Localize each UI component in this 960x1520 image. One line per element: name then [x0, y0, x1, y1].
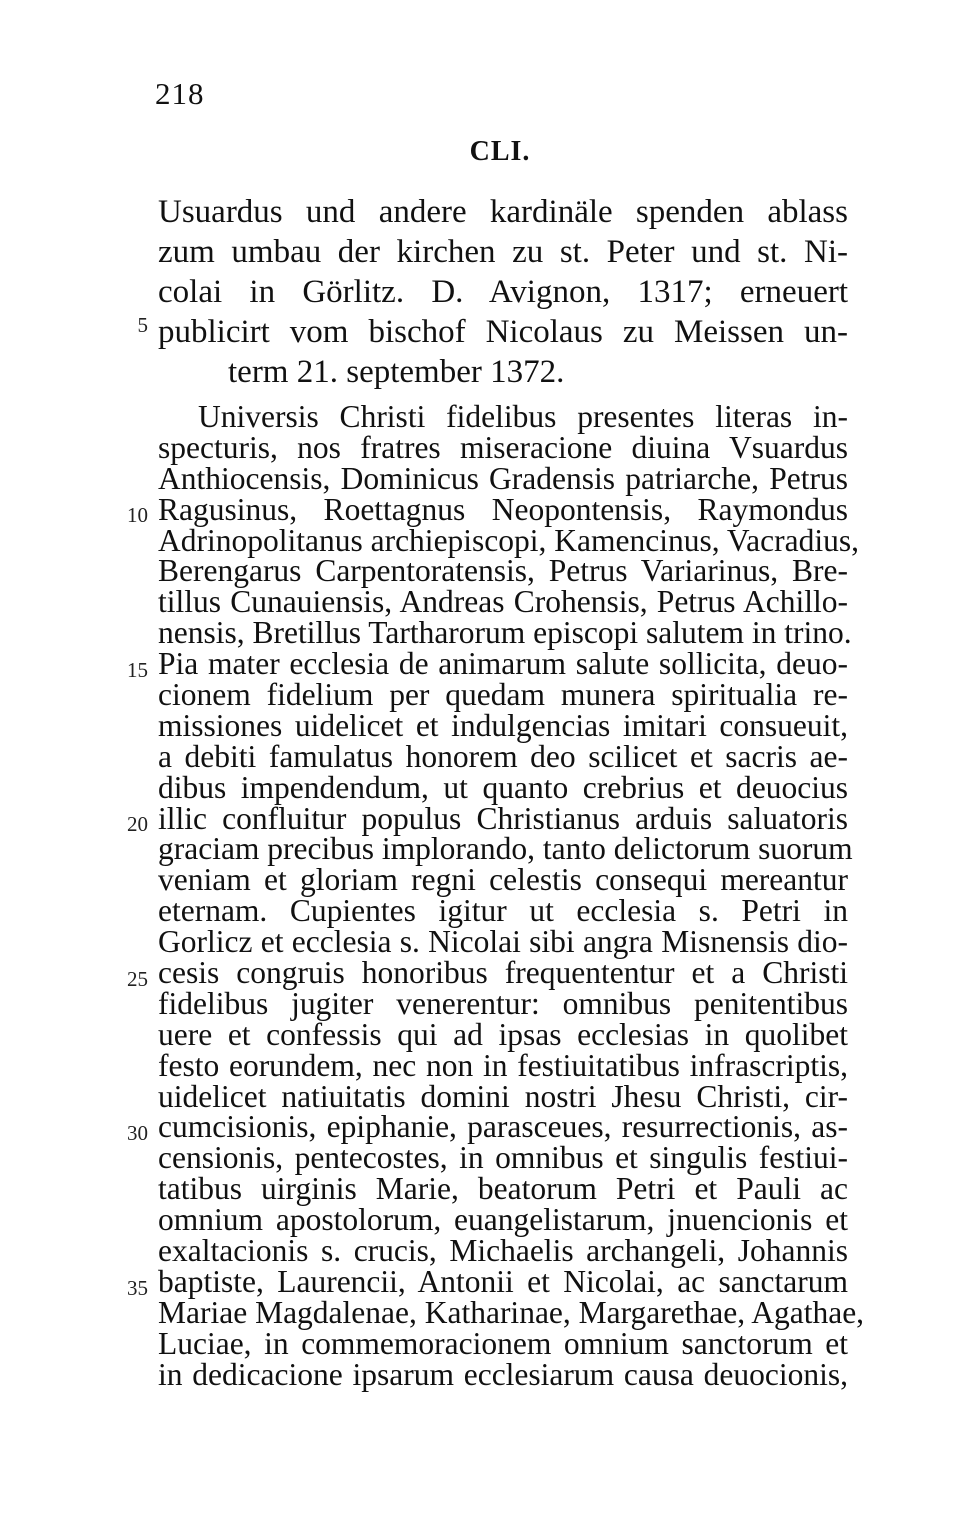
- line-number: 20: [127, 812, 148, 836]
- text-line: Luciae, in commemoracionem omnium sanctorum et: [158, 1325, 848, 1361]
- heading-line: term 21. september 1372.: [228, 354, 565, 390]
- text-line: cionem fidelium per quedam munera spiritualia re-: [158, 677, 848, 713]
- line-number: 25: [127, 967, 148, 991]
- document-number: CLI.: [469, 136, 531, 167]
- text-line: uidelicet natiuitatis domini nostri Jhesu Christi, cir-: [158, 1078, 848, 1114]
- text-line: Mariae Magdalenae, Katharinae, Margarethae, Agathae,: [158, 1294, 865, 1330]
- text-line: festo eorundem, nec non in festiuitatibus infrascriptis,: [158, 1047, 848, 1083]
- text-line: tatibus uirginis Marie, beatorum Petri et Pauli ac: [158, 1171, 848, 1207]
- text-line: eternam. Cupientes igitur ut ecclesia s. Petri in: [158, 893, 848, 929]
- text-line: tillus Cunauiensis, Andreas Crohensis, Petrus Achillo-: [158, 584, 848, 620]
- text-line: cumcisionis, epiphanie, parasceues, resurrectionis, as-: [158, 1109, 848, 1145]
- regest-heading: [158, 192, 848, 392]
- line-number: 15: [127, 658, 148, 682]
- line-number: 10: [127, 503, 148, 527]
- text-line: omnium apostolorum, euangelistarum, jnuencionis et: [158, 1202, 848, 1238]
- heading-line: publicirt vom bischof Nicolaus zu Meissen un-: [158, 314, 848, 350]
- line-number: 5: [137, 313, 148, 337]
- line-number: 30: [127, 1121, 148, 1145]
- line-number: 35: [127, 1276, 148, 1300]
- text-line: Anthiocensis, Dominicus Gradensis patriarche, Petrus: [158, 460, 848, 496]
- text-line: Ragusinus, Roettagnus Neopontensis, Raymondus: [158, 491, 848, 527]
- text-line: a debiti famulatus honorem deo scilicet et sacris ae-: [158, 738, 848, 774]
- text-line: exaltacionis s. crucis, Michaelis archangeli, Johannis: [158, 1233, 848, 1269]
- text-line: censionis, pentecostes, in omnibus et singulis festiui-: [158, 1140, 848, 1176]
- text-line: uere et confessis qui ad ipsas ecclesias in quolibet: [158, 1016, 848, 1052]
- text-line: Pia mater ecclesia de animarum salute sollicita, deuo-: [158, 646, 848, 682]
- text-line: fidelibus jugiter venerentur: omnibus penitentibus: [158, 985, 848, 1021]
- text-line: Universis Christi fidelibus presentes literas in-: [198, 399, 848, 434]
- text-line: Gorlicz et ecclesia s. Nicolai sibi angra Misnensis dio-: [158, 924, 848, 960]
- text-line: specturis, nos fratres miseracione diuina Vsuardus: [158, 429, 848, 465]
- text-line: dibus impendendum, ut quanto crebrius et deuocius: [158, 769, 848, 805]
- text-line: baptiste, Laurencii, Antonii et Nicolai, ac sanctarum: [158, 1263, 848, 1299]
- text-line: graciam precibus implorando, tanto delictorum suorum: [158, 831, 853, 867]
- text-line: in dedicacione ipsarum ecclesiarum causa deuocionis,: [158, 1356, 848, 1392]
- heading-line: zum umbau der kirchen zu st. Peter und st. Ni-: [158, 234, 848, 270]
- text-line: Adrinopolitanus archiepiscopi, Kamencinus, Vacradius,: [158, 522, 859, 558]
- heading-line: Usuardus und andere kardinäle spenden ablass: [158, 194, 848, 230]
- document-text: [158, 399, 865, 1392]
- text-line: nensis, Bretillus Tartharorum episcopi salutem in trino.: [158, 615, 852, 651]
- text-line: illic confluitur populus Christianus arduis saluatoris: [158, 800, 848, 836]
- page-number: 218: [155, 76, 205, 111]
- text-line: Berengarus Carpentoratensis, Petrus Variarinus, Bre-: [158, 553, 848, 589]
- heading-line: colai in Görlitz. D. Avignon, 1317; erneuert: [158, 274, 848, 310]
- text-line: missiones uidelicet et indulgencias imitari consueuit,: [158, 707, 848, 743]
- text-line: cesis congruis honoribus frequententur et a Christi: [158, 955, 848, 991]
- text-line: veniam et gloriam regni celestis consequi mereantur: [158, 862, 848, 898]
